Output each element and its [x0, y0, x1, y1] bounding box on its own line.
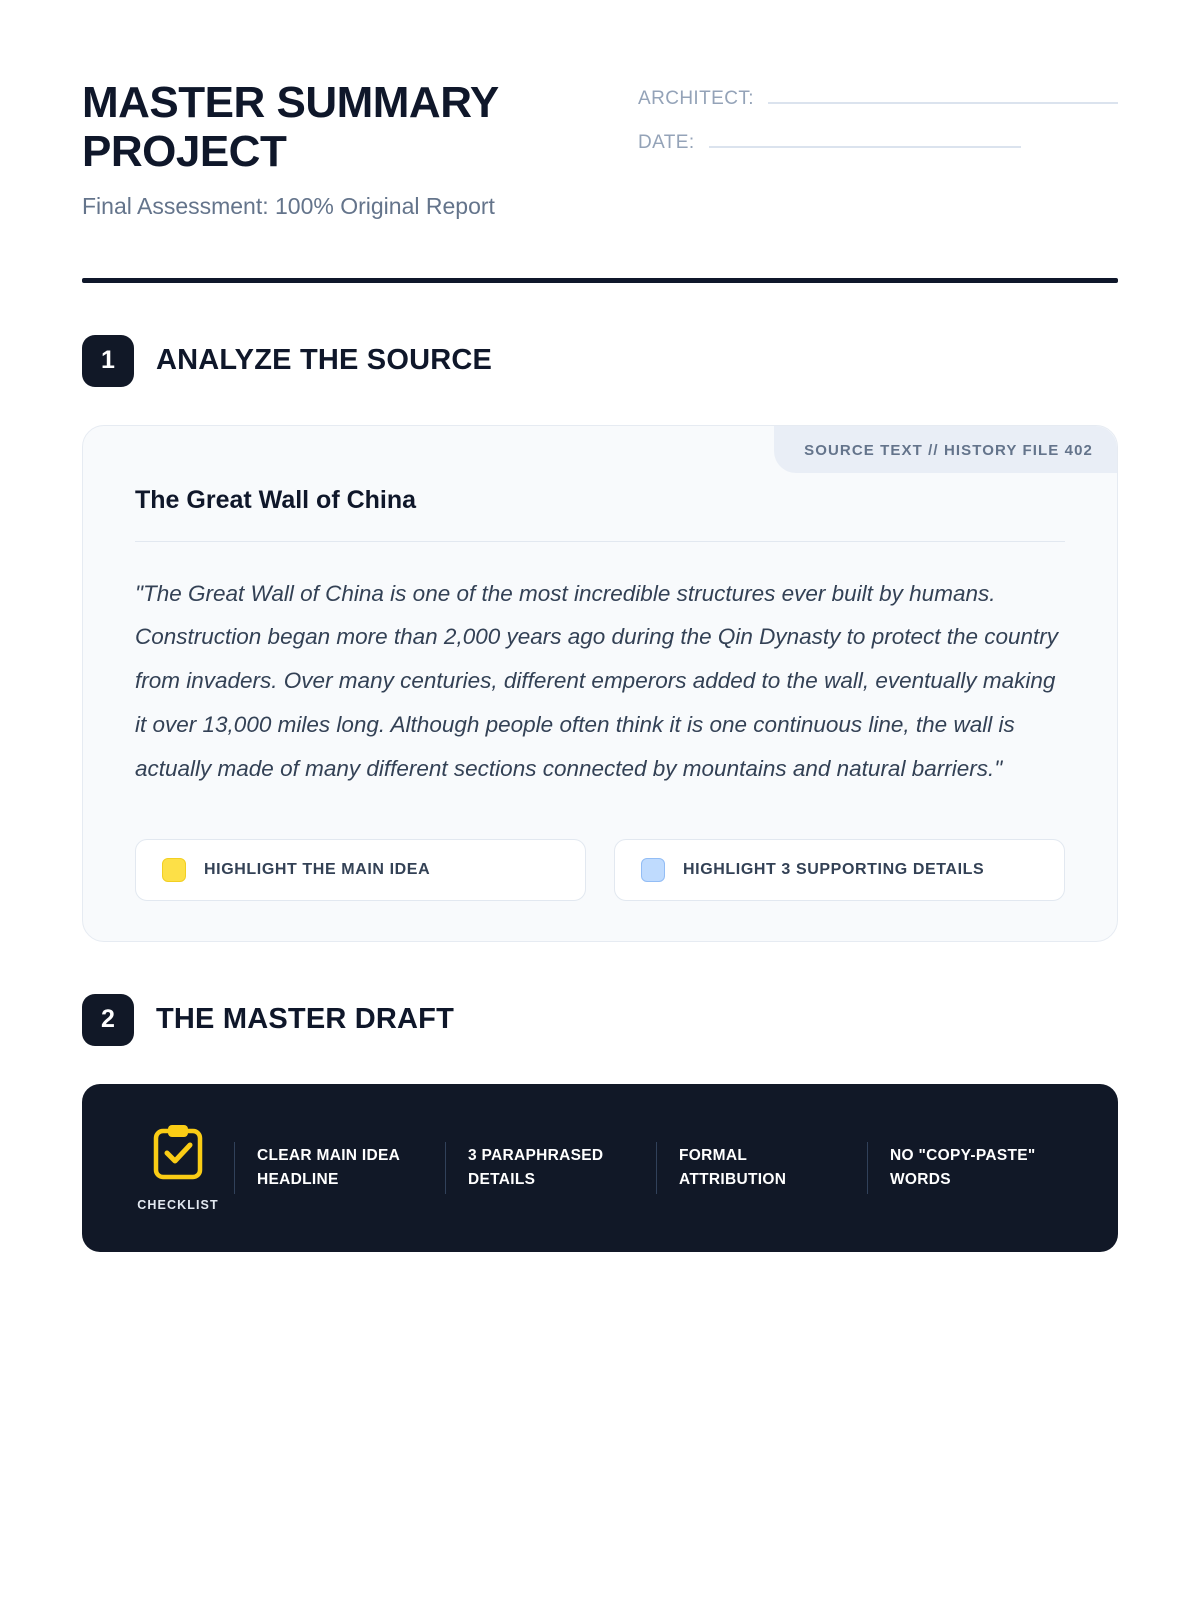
step-number-badge-2: 2 — [82, 994, 134, 1046]
header-divider — [82, 278, 1118, 283]
highlight-supporting-details-button[interactable] — [614, 839, 1065, 901]
document-header — [82, 78, 1118, 222]
section-title-2: THE MASTER DRAFT — [156, 1003, 455, 1036]
date-field-line[interactable] — [709, 146, 1021, 148]
architect-field-label: ARCHITECT: — [638, 88, 754, 109]
highlight-main-idea-button[interactable] — [135, 839, 586, 901]
source-title: The Great Wall of China — [135, 486, 1065, 542]
highlight-button-row — [135, 839, 1065, 901]
checklist-item-label: FORMAL ATTRIBUTION — [679, 1146, 787, 1188]
source-passage-text: "The Great Wall of China is one of the most incredible structures ever built by humans. Construction began more than 2,000 years ago during the Qin Dynasty to protect the country from invaders. Over many centuries, different emperors added to the wall, eventually making it over 13,000 miles long. Although people often think it is one continuous line, the wall is actually made of many different sections connected by mountains and natural barriers." — [135, 580, 1059, 782]
section-heading-1 — [82, 335, 1118, 387]
checklist-items — [234, 1142, 1078, 1194]
source-tag-label: SOURCE TEXT // HISTORY FILE 402 — [774, 426, 1117, 473]
blue-swatch-icon — [641, 858, 665, 882]
checklist-item-label: 3 PARAPHRASED DETAILS — [468, 1146, 604, 1188]
source-text-card — [82, 425, 1118, 942]
page-title: MASTER SUMMARY PROJECT — [82, 78, 498, 177]
date-field-label: DATE: — [638, 132, 695, 153]
architect-field-row[interactable] — [638, 88, 1118, 110]
checklist-item-label: NO "COPY-PASTE" WORDS — [890, 1146, 1036, 1188]
checklist-bar — [82, 1084, 1118, 1252]
page-subtitle: Final Assessment: 100% Original Report — [82, 192, 495, 219]
checklist-icon-group — [122, 1123, 234, 1212]
step-number-badge-1: 1 — [82, 335, 134, 387]
architect-field-line[interactable] — [768, 102, 1118, 104]
checklist-icon-label: CHECKLIST — [137, 1198, 219, 1213]
checklist-item — [445, 1142, 656, 1194]
yellow-swatch-icon — [162, 858, 186, 882]
checklist-item — [234, 1142, 445, 1194]
highlight-main-idea-label: HIGHLIGHT THE MAIN IDEA — [204, 860, 431, 878]
highlight-supporting-details-label: HIGHLIGHT 3 SUPPORTING DETAILS — [683, 860, 985, 878]
date-field-row[interactable] — [638, 132, 1118, 154]
checklist-item — [867, 1142, 1078, 1194]
section-heading-2 — [82, 994, 1118, 1046]
header-fields — [638, 78, 1118, 176]
section-title-1: ANALYZE THE SOURCE — [156, 344, 493, 377]
checklist-item-label: CLEAR MAIN IDEA HEADLINE — [257, 1146, 400, 1188]
clipboard-check-icon — [152, 1123, 204, 1186]
checklist-item — [656, 1142, 867, 1194]
header-left — [82, 78, 622, 222]
